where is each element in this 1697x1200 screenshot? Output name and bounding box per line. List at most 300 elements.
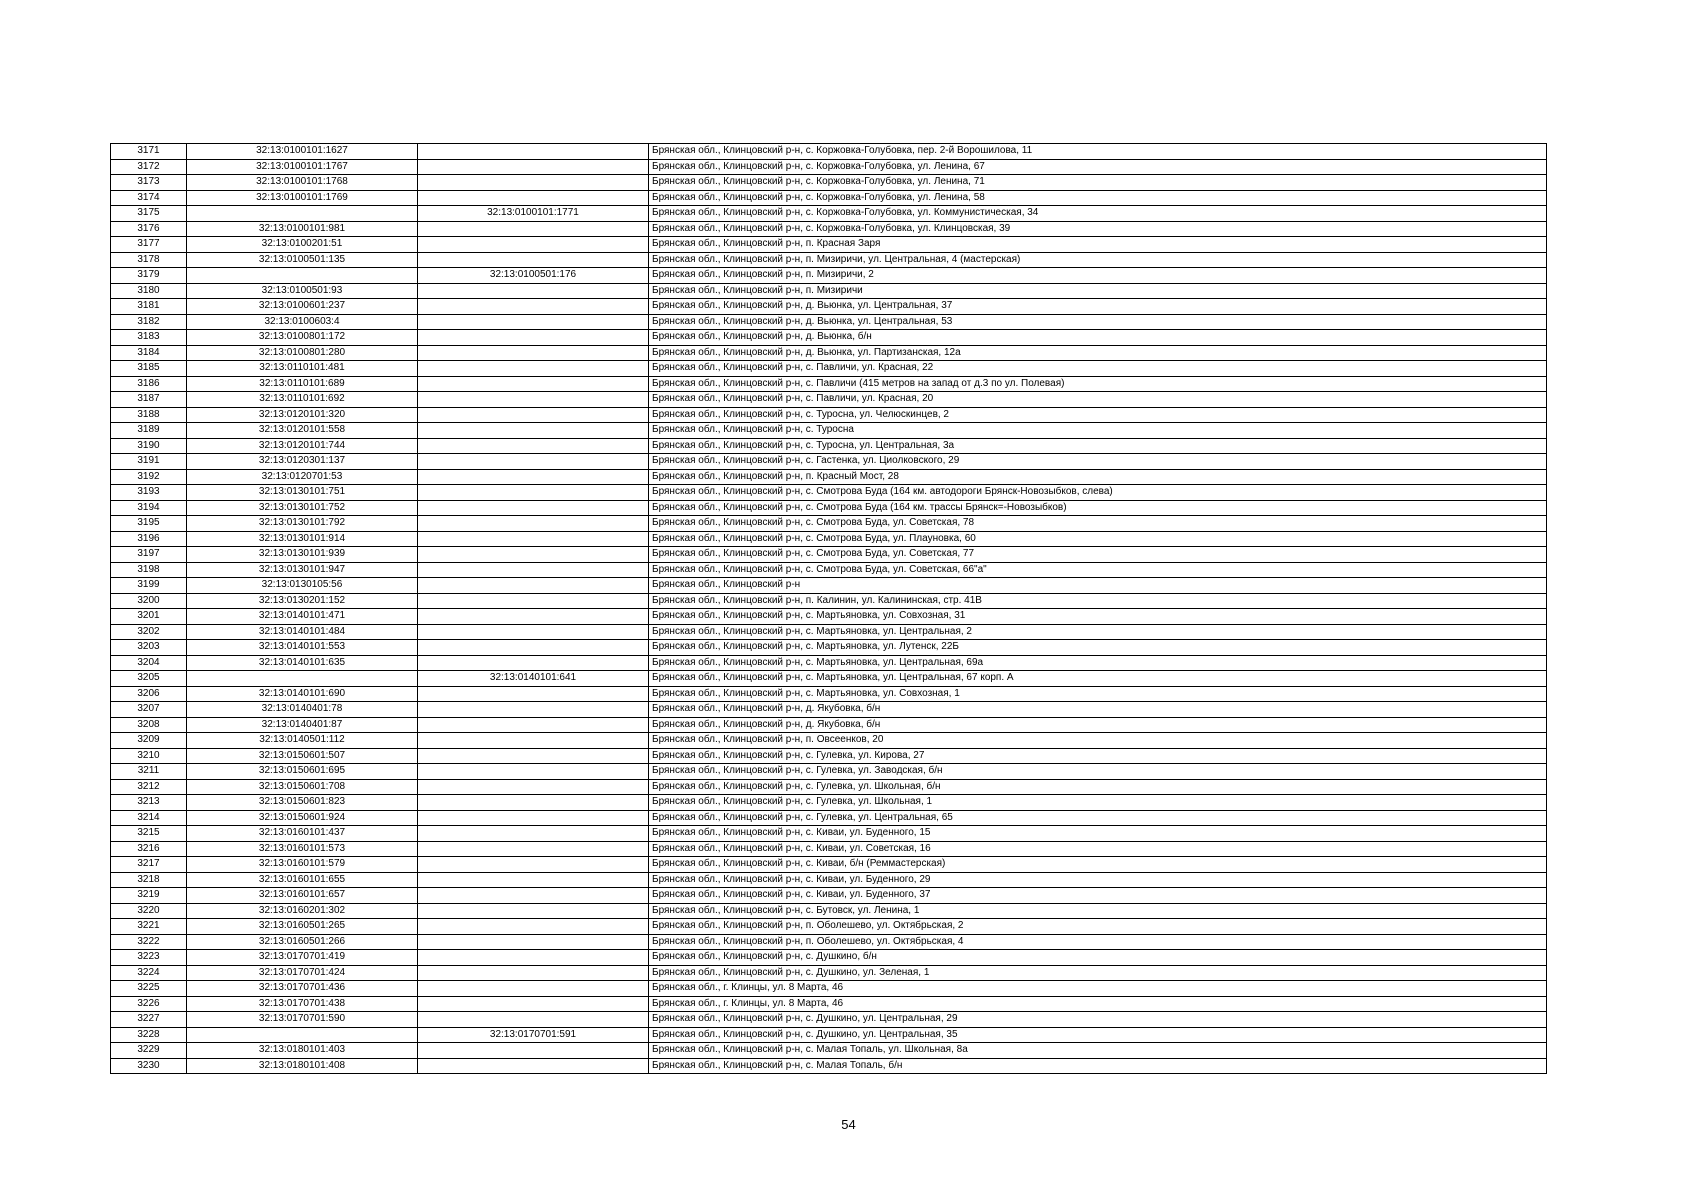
cadastral-number-cell: 32:13:0110101:689 (187, 376, 418, 392)
cadastral-number-cell: 32:13:0180101:408 (187, 1058, 418, 1074)
cadastral-number-alt-cell (418, 841, 649, 857)
cadastral-number-cell: 32:13:0100501:93 (187, 283, 418, 299)
cadastral-number-alt-cell (418, 531, 649, 547)
cadastral-number-alt-cell: 32:13:0140101:641 (418, 671, 649, 687)
row-number-cell: 3180 (111, 283, 187, 299)
table-row (111, 593, 1547, 609)
address-cell: Брянская обл., Клинцовский р-н, д. Вьюнка, ул. Партизанская, 12а (649, 345, 1547, 361)
row-number-cell: 3176 (111, 221, 187, 237)
table-row (111, 810, 1547, 826)
address-cell: Брянская обл., Клинцовский р-н, с. Смотрова Буда, ул. Советская, 66"а" (649, 562, 1547, 578)
address-cell: Брянская обл., Клинцовский р-н, д. Вьюнка, б/н (649, 330, 1547, 346)
cadastral-number-cell: 32:13:0130201:152 (187, 593, 418, 609)
table-row (111, 686, 1547, 702)
row-number-cell: 3219 (111, 888, 187, 904)
address-cell: Брянская обл., Клинцовский р-н, с. Смотрова Буда (164 км. трассы Брянск=-Новозыбков) (649, 500, 1547, 516)
cadastral-number-cell: 32:13:0150601:924 (187, 810, 418, 826)
address-cell: Брянская обл., Клинцовский р-н, с. Мартьяновка, ул. Центральная, 69а (649, 655, 1547, 671)
row-number-cell: 3199 (111, 578, 187, 594)
cadastral-number-cell: 32:13:0100101:1767 (187, 159, 418, 175)
table-row (111, 485, 1547, 501)
table-row (111, 857, 1547, 873)
cadastral-number-alt-cell (418, 190, 649, 206)
row-number-cell: 3198 (111, 562, 187, 578)
cadastral-number-alt-cell (418, 733, 649, 749)
table-row (111, 175, 1547, 191)
row-number-cell: 3216 (111, 841, 187, 857)
property-table (110, 143, 1547, 1074)
address-cell: Брянская обл., Клинцовский р-н (649, 578, 1547, 594)
table-row (111, 469, 1547, 485)
row-number-cell: 3202 (111, 624, 187, 640)
table-row (111, 934, 1547, 950)
cadastral-number-alt-cell (418, 609, 649, 625)
cadastral-number-alt-cell (418, 996, 649, 1012)
row-number-cell: 3173 (111, 175, 187, 191)
cadastral-number-alt-cell (418, 888, 649, 904)
row-number-cell: 3194 (111, 500, 187, 516)
table-row (111, 206, 1547, 222)
cadastral-number-cell: 32:13:0120701:53 (187, 469, 418, 485)
row-number-cell: 3179 (111, 268, 187, 284)
cadastral-number-cell: 32:13:0160101:655 (187, 872, 418, 888)
cadastral-number-alt-cell (418, 485, 649, 501)
cadastral-number-alt-cell (418, 981, 649, 997)
row-number-cell: 3227 (111, 1012, 187, 1028)
address-cell: Брянская обл., Клинцовский р-н, с. Гулевка, ул. Кирова, 27 (649, 748, 1547, 764)
cadastral-number-alt-cell (418, 159, 649, 175)
address-cell: Брянская обл., Клинцовский р-н, п. Овсеенков, 20 (649, 733, 1547, 749)
table-row (111, 330, 1547, 346)
row-number-cell: 3172 (111, 159, 187, 175)
row-number-cell: 3212 (111, 779, 187, 795)
row-number-cell: 3206 (111, 686, 187, 702)
table-row (111, 903, 1547, 919)
address-cell: Брянская обл., Клинцовский р-н, с. Киваи, ул. Советская, 16 (649, 841, 1547, 857)
table-row (111, 996, 1547, 1012)
cadastral-number-cell: 32:13:0100101:981 (187, 221, 418, 237)
table-row (111, 562, 1547, 578)
cadastral-number-cell: 32:13:0100501:135 (187, 252, 418, 268)
cadastral-number-alt-cell (418, 593, 649, 609)
table-row (111, 407, 1547, 423)
cadastral-number-cell (187, 206, 418, 222)
address-cell: Брянская обл., Клинцовский р-н, с. Павличи, ул. Красная, 20 (649, 392, 1547, 408)
address-cell: Брянская обл., Клинцовский р-н, с. Гулевка, ул. Школьная, 1 (649, 795, 1547, 811)
cadastral-number-cell: 32:13:0160101:573 (187, 841, 418, 857)
table-row (111, 283, 1547, 299)
cadastral-number-alt-cell (418, 1043, 649, 1059)
cadastral-number-cell: 32:13:0160501:265 (187, 919, 418, 935)
row-number-cell: 3178 (111, 252, 187, 268)
table-row (111, 516, 1547, 532)
table-row (111, 252, 1547, 268)
address-cell: Брянская обл., Клинцовский р-н, с. Коржовка-Голубовка, ул. Ленина, 67 (649, 159, 1547, 175)
address-cell: Брянская обл., Клинцовский р-н, с. Коржовка-Голубовка, ул. Клинцовская, 39 (649, 221, 1547, 237)
table-row (111, 764, 1547, 780)
row-number-cell: 3193 (111, 485, 187, 501)
address-cell: Брянская обл., Клинцовский р-н, с. Душкино, б/н (649, 950, 1547, 966)
row-number-cell: 3228 (111, 1027, 187, 1043)
cadastral-number-alt-cell (418, 764, 649, 780)
cadastral-number-cell: 32:13:0180101:403 (187, 1043, 418, 1059)
cadastral-number-alt-cell (418, 299, 649, 315)
cadastral-number-cell: 32:13:0130101:939 (187, 547, 418, 563)
table-row (111, 826, 1547, 842)
row-number-cell: 3208 (111, 717, 187, 733)
table-row (111, 702, 1547, 718)
row-number-cell: 3205 (111, 671, 187, 687)
table-row (111, 1058, 1547, 1074)
table-row (111, 268, 1547, 284)
table-row (111, 299, 1547, 315)
table-row (111, 423, 1547, 439)
cadastral-number-cell (187, 671, 418, 687)
address-cell: Брянская обл., Клинцовский р-н, с. Душкино, ул. Центральная, 35 (649, 1027, 1547, 1043)
row-number-cell: 3182 (111, 314, 187, 330)
table-row (111, 950, 1547, 966)
table-row (111, 190, 1547, 206)
cadastral-number-cell: 32:13:0100101:1627 (187, 144, 418, 160)
address-cell: Брянская обл., Клинцовский р-н, д. Вьюнка, ул. Центральная, 53 (649, 314, 1547, 330)
cadastral-number-cell (187, 1027, 418, 1043)
table-row (111, 981, 1547, 997)
address-cell: Брянская обл., Клинцовский р-н, с. Павличи, ул. Красная, 22 (649, 361, 1547, 377)
address-cell: Брянская обл., Клинцовский р-н, с. Киваи, ул. Буденного, 29 (649, 872, 1547, 888)
cadastral-number-alt-cell: 32:13:0100501:176 (418, 268, 649, 284)
row-number-cell: 3200 (111, 593, 187, 609)
cadastral-number-cell: 32:13:0170701:424 (187, 965, 418, 981)
row-number-cell: 3203 (111, 640, 187, 656)
address-cell: Брянская обл., Клинцовский р-н, с. Гулевка, ул. Центральная, 65 (649, 810, 1547, 826)
address-cell: Брянская обл., Клинцовский р-н, п. Калинин, ул. Калининская, стр. 41В (649, 593, 1547, 609)
cadastral-number-alt-cell (418, 748, 649, 764)
row-number-cell: 3220 (111, 903, 187, 919)
cadastral-number-alt-cell (418, 826, 649, 842)
table-row (111, 655, 1547, 671)
cadastral-number-alt-cell (418, 578, 649, 594)
row-number-cell: 3213 (111, 795, 187, 811)
property-table-body (111, 144, 1547, 1074)
cadastral-number-cell: 32:13:0160101:657 (187, 888, 418, 904)
row-number-cell: 3223 (111, 950, 187, 966)
row-number-cell: 3230 (111, 1058, 187, 1074)
row-number-cell: 3217 (111, 857, 187, 873)
row-number-cell: 3226 (111, 996, 187, 1012)
row-number-cell: 3184 (111, 345, 187, 361)
address-cell: Брянская обл., г. Клинцы, ул. 8 Марта, 46 (649, 981, 1547, 997)
cadastral-number-alt-cell (418, 438, 649, 454)
address-cell: Брянская обл., Клинцовский р-н, с. Мартьяновка, ул. Совхозная, 31 (649, 609, 1547, 625)
address-cell: Брянская обл., Клинцовский р-н, с. Туросна, ул. Челюскинцев, 2 (649, 407, 1547, 423)
table-row (111, 1012, 1547, 1028)
address-cell: Брянская обл., Клинцовский р-н, п. Оболешево, ул. Октябрьская, 2 (649, 919, 1547, 935)
row-number-cell: 3214 (111, 810, 187, 826)
cadastral-number-cell: 32:13:0170701:419 (187, 950, 418, 966)
table-row (111, 531, 1547, 547)
cadastral-number-cell: 32:13:0140501:112 (187, 733, 418, 749)
cadastral-number-alt-cell (418, 702, 649, 718)
row-number-cell: 3183 (111, 330, 187, 346)
cadastral-number-cell: 32:13:0170701:590 (187, 1012, 418, 1028)
row-number-cell: 3191 (111, 454, 187, 470)
cadastral-number-cell: 32:13:0140101:690 (187, 686, 418, 702)
cadastral-number-alt-cell (418, 516, 649, 532)
cadastral-number-cell: 32:13:0160101:437 (187, 826, 418, 842)
row-number-cell: 3190 (111, 438, 187, 454)
cadastral-number-alt-cell (418, 624, 649, 640)
cadastral-number-cell: 32:13:0100601:237 (187, 299, 418, 315)
page-number: 54 (841, 1117, 856, 1132)
cadastral-number-cell: 32:13:0150601:823 (187, 795, 418, 811)
table-row (111, 221, 1547, 237)
row-number-cell: 3185 (111, 361, 187, 377)
cadastral-number-alt-cell (418, 175, 649, 191)
table-row (111, 500, 1547, 516)
table-row (111, 376, 1547, 392)
address-cell: Брянская обл., Клинцовский р-н, п. Красный Мост, 28 (649, 469, 1547, 485)
table-row (111, 671, 1547, 687)
table-row (111, 640, 1547, 656)
row-number-cell: 3204 (111, 655, 187, 671)
table-row (111, 841, 1547, 857)
cadastral-number-alt-cell (418, 857, 649, 873)
table-row (111, 159, 1547, 175)
cadastral-number-alt-cell (418, 655, 649, 671)
table-row (111, 609, 1547, 625)
cadastral-number-cell: 32:13:0100801:280 (187, 345, 418, 361)
table-row (111, 779, 1547, 795)
address-cell: Брянская обл., Клинцовский р-н, с. Туросна, ул. Центральная, 3а (649, 438, 1547, 454)
cadastral-number-alt-cell: 32:13:0100101:1771 (418, 206, 649, 222)
address-cell: Брянская обл., Клинцовский р-н, с. Смотрова Буда, ул. Советская, 78 (649, 516, 1547, 532)
cadastral-number-alt-cell (418, 314, 649, 330)
table-row (111, 795, 1547, 811)
row-number-cell: 3218 (111, 872, 187, 888)
table-row (111, 237, 1547, 253)
row-number-cell: 3224 (111, 965, 187, 981)
address-cell: Брянская обл., Клинцовский р-н, с. Киваи, ул. Буденного, 15 (649, 826, 1547, 842)
cadastral-number-cell: 32:13:0120101:558 (187, 423, 418, 439)
cadastral-number-cell: 32:13:0140101:635 (187, 655, 418, 671)
table-row (111, 438, 1547, 454)
row-number-cell: 3210 (111, 748, 187, 764)
cadastral-number-cell: 32:13:0150601:507 (187, 748, 418, 764)
table-row (111, 345, 1547, 361)
address-cell: Брянская обл., Клинцовский р-н, с. Мартьяновка, ул. Совхозная, 1 (649, 686, 1547, 702)
cadastral-number-alt-cell (418, 640, 649, 656)
cadastral-number-cell: 32:13:0120101:744 (187, 438, 418, 454)
cadastral-number-cell: 32:13:0170701:436 (187, 981, 418, 997)
cadastral-number-alt-cell (418, 779, 649, 795)
table-row (111, 872, 1547, 888)
table-row (111, 392, 1547, 408)
cadastral-number-alt-cell (418, 237, 649, 253)
cadastral-number-cell: 32:13:0100101:1768 (187, 175, 418, 191)
cadastral-number-alt-cell (418, 500, 649, 516)
address-cell: Брянская обл., Клинцовский р-н, с. Коржовка-Голубовка, пер. 2-й Ворошилова, 11 (649, 144, 1547, 160)
cadastral-number-cell: 32:13:0110101:481 (187, 361, 418, 377)
cadastral-number-cell: 32:13:0130105:56 (187, 578, 418, 594)
cadastral-number-cell: 32:13:0150601:708 (187, 779, 418, 795)
cadastral-number-cell: 32:13:0150601:695 (187, 764, 418, 780)
row-number-cell: 3177 (111, 237, 187, 253)
address-cell: Брянская обл., Клинцовский р-н, с. Душкино, ул. Зеленая, 1 (649, 965, 1547, 981)
row-number-cell: 3222 (111, 934, 187, 950)
row-number-cell: 3192 (111, 469, 187, 485)
address-cell: Брянская обл., Клинцовский р-н, с. Бутовск, ул. Ленина, 1 (649, 903, 1547, 919)
cadastral-number-alt-cell: 32:13:0170701:591 (418, 1027, 649, 1043)
cadastral-number-cell: 32:13:0100101:1769 (187, 190, 418, 206)
cadastral-number-cell: 32:13:0130101:752 (187, 500, 418, 516)
table-row (111, 454, 1547, 470)
row-number-cell: 3195 (111, 516, 187, 532)
cadastral-number-alt-cell (418, 361, 649, 377)
table-row (111, 1043, 1547, 1059)
address-cell: Брянская обл., Клинцовский р-н, с. Коржовка-Голубовка, ул. Ленина, 58 (649, 190, 1547, 206)
table-row (111, 578, 1547, 594)
cadastral-number-alt-cell (418, 423, 649, 439)
table-row (111, 965, 1547, 981)
address-cell: Брянская обл., Клинцовский р-н, с. Гастенка, ул. Циолковского, 29 (649, 454, 1547, 470)
address-cell: Брянская обл., Клинцовский р-н, с. Коржовка-Голубовка, ул. Ленина, 71 (649, 175, 1547, 191)
cadastral-number-alt-cell (418, 392, 649, 408)
cadastral-number-alt-cell (418, 810, 649, 826)
address-cell: Брянская обл., Клинцовский р-н, с. Смотрова Буда, ул. Советская, 77 (649, 547, 1547, 563)
row-number-cell: 3189 (111, 423, 187, 439)
cadastral-number-cell: 32:13:0170701:438 (187, 996, 418, 1012)
row-number-cell: 3171 (111, 144, 187, 160)
table-row (111, 919, 1547, 935)
row-number-cell: 3211 (111, 764, 187, 780)
address-cell: Брянская обл., Клинцовский р-н, п. Мизиричи, ул. Центральная, 4 (мастерская) (649, 252, 1547, 268)
row-number-cell: 3188 (111, 407, 187, 423)
cadastral-number-cell: 32:13:0140401:78 (187, 702, 418, 718)
row-number-cell: 3197 (111, 547, 187, 563)
cadastral-number-cell: 32:13:0160501:266 (187, 934, 418, 950)
cadastral-number-cell: 32:13:0130101:751 (187, 485, 418, 501)
address-cell: Брянская обл., Клинцовский р-н, с. Малая Топаль, ул. Школьная, 8а (649, 1043, 1547, 1059)
address-cell: Брянская обл., Клинцовский р-н, п. Оболешево, ул. Октябрьская, 4 (649, 934, 1547, 950)
table-row (111, 624, 1547, 640)
row-number-cell: 3229 (111, 1043, 187, 1059)
table-row (111, 1027, 1547, 1043)
cadastral-number-alt-cell (418, 221, 649, 237)
cadastral-number-cell: 32:13:0140401:87 (187, 717, 418, 733)
row-number-cell: 3175 (111, 206, 187, 222)
cadastral-number-alt-cell (418, 686, 649, 702)
cadastral-number-alt-cell (418, 469, 649, 485)
address-cell: Брянская обл., Клинцовский р-н, с. Душкино, ул. Центральная, 29 (649, 1012, 1547, 1028)
address-cell: Брянская обл., Клинцовский р-н, с. Киваи, б/н (Реммастерская) (649, 857, 1547, 873)
address-cell: Брянская обл., Клинцовский р-н, с. Павличи (415 метров на запад от д.3 по ул. Полевая) (649, 376, 1547, 392)
cadastral-number-cell: 32:13:0160201:302 (187, 903, 418, 919)
address-cell: Брянская обл., Клинцовский р-н, с. Смотрова Буда, ул. Плауновка, 60 (649, 531, 1547, 547)
address-cell: Брянская обл., Клинцовский р-н, с. Туросна (649, 423, 1547, 439)
row-number-cell: 3174 (111, 190, 187, 206)
cadastral-number-alt-cell (418, 345, 649, 361)
cadastral-number-cell: 32:13:0120101:320 (187, 407, 418, 423)
address-cell: Брянская обл., Клинцовский р-н, с. Киваи, ул. Буденного, 37 (649, 888, 1547, 904)
table-row (111, 144, 1547, 160)
address-cell: Брянская обл., Клинцовский р-н, с. Гулевка, ул. Школьная, б/н (649, 779, 1547, 795)
cadastral-number-cell: 32:13:0100201:51 (187, 237, 418, 253)
address-cell: Брянская обл., Клинцовский р-н, п. Мизиричи (649, 283, 1547, 299)
cadastral-number-cell: 32:13:0130101:792 (187, 516, 418, 532)
address-cell: Брянская обл., Клинцовский р-н, д. Якубовка, б/н (649, 717, 1547, 733)
address-cell: Брянская обл., Клинцовский р-н, п. Мизиричи, 2 (649, 268, 1547, 284)
address-cell: Брянская обл., Клинцовский р-н, с. Малая Топаль, б/н (649, 1058, 1547, 1074)
cadastral-number-cell (187, 268, 418, 284)
address-cell: Брянская обл., Клинцовский р-н, п. Красная Заря (649, 237, 1547, 253)
address-cell: Брянская обл., Клинцовский р-н, с. Мартьяновка, ул. Лутенск, 22Б (649, 640, 1547, 656)
cadastral-number-alt-cell (418, 376, 649, 392)
cadastral-number-cell: 32:13:0160101:579 (187, 857, 418, 873)
row-number-cell: 3201 (111, 609, 187, 625)
row-number-cell: 3221 (111, 919, 187, 935)
table-row (111, 748, 1547, 764)
cadastral-number-cell: 32:13:0130101:947 (187, 562, 418, 578)
cadastral-number-alt-cell (418, 252, 649, 268)
table-row (111, 314, 1547, 330)
cadastral-number-alt-cell (418, 872, 649, 888)
address-cell: Брянская обл., Клинцовский р-н, с. Мартьяновка, ул. Центральная, 67 корп. А (649, 671, 1547, 687)
cadastral-number-alt-cell (418, 407, 649, 423)
row-number-cell: 3196 (111, 531, 187, 547)
cadastral-number-cell: 32:13:0140101:553 (187, 640, 418, 656)
address-cell: Брянская обл., г. Клинцы, ул. 8 Марта, 46 (649, 996, 1547, 1012)
cadastral-number-cell: 32:13:0120301:137 (187, 454, 418, 470)
cadastral-number-alt-cell (418, 1058, 649, 1074)
row-number-cell: 3181 (111, 299, 187, 315)
cadastral-number-alt-cell (418, 562, 649, 578)
cadastral-number-alt-cell (418, 965, 649, 981)
cadastral-number-alt-cell (418, 547, 649, 563)
table-row (111, 361, 1547, 377)
cadastral-number-cell: 32:13:0140101:471 (187, 609, 418, 625)
address-cell: Брянская обл., Клинцовский р-н, с. Коржовка-Голубовка, ул. Коммунистическая, 34 (649, 206, 1547, 222)
table-row (111, 547, 1547, 563)
cadastral-number-alt-cell (418, 919, 649, 935)
row-number-cell: 3225 (111, 981, 187, 997)
cadastral-number-alt-cell (418, 934, 649, 950)
cadastral-number-alt-cell (418, 283, 649, 299)
cadastral-number-cell: 32:13:0100603:4 (187, 314, 418, 330)
cadastral-number-alt-cell (418, 330, 649, 346)
row-number-cell: 3186 (111, 376, 187, 392)
cadastral-number-cell: 32:13:0140101:484 (187, 624, 418, 640)
table-row (111, 888, 1547, 904)
row-number-cell: 3207 (111, 702, 187, 718)
table-row (111, 717, 1547, 733)
cadastral-number-alt-cell (418, 454, 649, 470)
address-cell: Брянская обл., Клинцовский р-н, с. Гулевка, ул. Заводская, б/н (649, 764, 1547, 780)
table-row (111, 733, 1547, 749)
address-cell: Брянская обл., Клинцовский р-н, с. Смотрова Буда (164 км. автодороги Брянск-Новозыбков, слева) (649, 485, 1547, 501)
cadastral-number-alt-cell (418, 717, 649, 733)
cadastral-number-cell: 32:13:0110101:692 (187, 392, 418, 408)
cadastral-number-alt-cell (418, 903, 649, 919)
address-cell: Брянская обл., Клинцовский р-н, с. Мартьяновка, ул. Центральная, 2 (649, 624, 1547, 640)
cadastral-number-alt-cell (418, 795, 649, 811)
cadastral-number-alt-cell (418, 144, 649, 160)
cadastral-number-alt-cell (418, 1012, 649, 1028)
row-number-cell: 3187 (111, 392, 187, 408)
cadastral-number-alt-cell (418, 950, 649, 966)
address-cell: Брянская обл., Клинцовский р-н, д. Якубовка, б/н (649, 702, 1547, 718)
cadastral-number-cell: 32:13:0100801:172 (187, 330, 418, 346)
row-number-cell: 3209 (111, 733, 187, 749)
